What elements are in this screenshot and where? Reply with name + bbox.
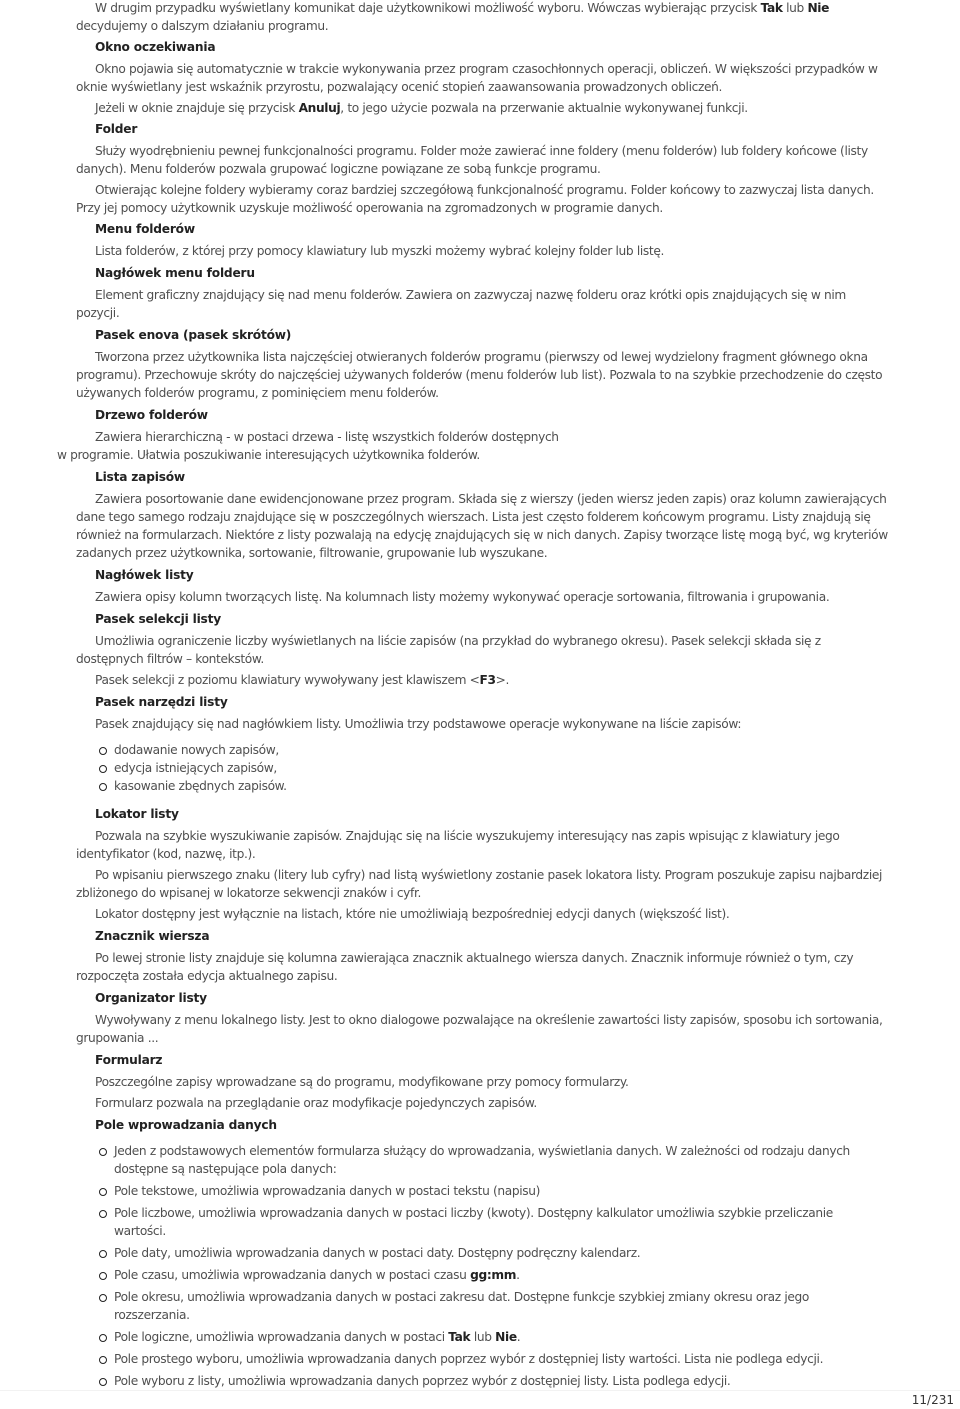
folder-paragraph-2: Otwierając kolejne foldery wybieramy coraz bardziej szczegółową funkcjonalność programu. Folder końcowy to zazwyczaj lista danych. Przy jej pomocy użytkownik uzyskuje możliwość operowania na zgromadzonych w programie danych. — [76, 183, 874, 215]
naglowek-listy-paragraph: Zawiera opisy kolumn tworzących listę. Na kolumnach listy możemy wykonywać operacje sortowania, filtrowania i grupowania. — [95, 590, 830, 604]
heading-naglowek-menu-folderu: Nagłówek menu folderu — [95, 266, 255, 280]
heading-drzewo-folderow: Drzewo folderów — [95, 408, 208, 422]
pasek-selekcji-paragraph-2: Pasek selekcji z poziomu klawiatury wywoływany jest klawiszem <F3>. — [95, 673, 510, 687]
footer-divider — [0, 1390, 960, 1391]
heading-znacznik-wiersza: Znacznik wiersza — [95, 929, 210, 943]
list-item: dodawanie nowych zapisów, — [76, 741, 888, 759]
naglowek-menu-paragraph: Element graficzny znajdujący się nad menu folderów. Zawiera on zazwyczaj nazwę folderu oraz krótki opis znajdujących się w nim pozycji. — [76, 288, 846, 320]
heading-folder: Folder — [95, 122, 138, 136]
list-item: Pole prostego wyboru, umożliwia wprowadzania danych poprzez wybór z dostępniej listy wartości. Lista nie podlega edycji. — [76, 1350, 888, 1368]
list-item: Pole daty, umożliwia wprowadzania danych w postaci daty. Dostępny podręczny kalendarz. — [76, 1244, 888, 1262]
list-item: Pole czasu, umożliwia wprowadzania danych w postaci czasu gg:mm. — [76, 1266, 888, 1284]
list-item: edycja istniejących zapisów, — [76, 759, 888, 777]
heading-formularz: Formularz — [95, 1053, 163, 1067]
list-item: Jeden z podstawowych elementów formularza służący do wprowadzania, wyświetlania danych. W zależności od rodzaju danych dostępne są następujące pola danych: — [76, 1142, 888, 1178]
organizator-paragraph: Wywoływany z menu lokalnego listy. Jest to okno dialogowe pozwalające na określenie zawartości listy zapisów, sposobu ich sortowania, grupowania ... — [76, 1013, 883, 1045]
page-number: 11/231 — [911, 1393, 954, 1407]
okno-paragraph-2: Jeżeli w oknie znajduje się przycisk Anuluj, to jego użycie pozwala na przerwanie aktualnie wykonywanej funkcji. — [95, 101, 748, 115]
heading-pasek-enova: Pasek enova (pasek skrótów) — [95, 328, 292, 342]
field-types-list — [76, 1142, 888, 1390]
heading-menu-folderow: Menu folderów — [95, 222, 195, 236]
formularz-paragraph-1: Poszczególne zapisy wprowadzane są do programu, modyfikowane przy pomocy formularzy. — [95, 1075, 629, 1089]
pasek-enova-paragraph: Tworzona przez użytkownika lista najczęściej otwieranych folderów programu (pierwszy od lewej wydzielony fragment głównego okna programu). Przechowuje skróty do najczęściej używanych folderów (menu folderów lub list). Pozwala to na szybkie przechodzenie do często używanych folderów programu, z pominięciem menu folderów. — [76, 350, 883, 400]
lista-zapisow-paragraph: Zawiera posortowanie dane ewidencjonowane przez program. Składa się z wierszy (jeden wiersz jeden zapis) oraz kolumn zawierających dane tego samego rodzaju znajdujące się w poszczególnych wierszach. Lista jest często folderem końcowym programu. Listy znajdują się również na formularzach. Niektóre z listy pozwalają na edycję znajdujących się w nich danych. Zapisy tworzące listę mogą być, wg kryteriów zadanych przez użytkownika, sortowanie, filtrowanie, grupowanie lub wyszukane. — [76, 492, 888, 560]
heading-lista-zapisow: Lista zapisów — [95, 470, 185, 484]
folder-paragraph-1: Służy wyodrębnieniu pewnej funkcjonalności programu. Folder może zawierać inne foldery (menu folderów) lub foldery końcowe (listy danych). Menu folderów pozwala grupować logiczne powiązane ze sobą funkcje programu. — [76, 144, 868, 176]
list-item: Pole okresu, umożliwia wprowadzania danych w postaci zakresu dat. Dostępne funkcje szybkiej zmiany okresu oraz jego rozszerzania. — [76, 1288, 888, 1324]
heading-lokator-listy: Lokator listy — [95, 807, 179, 821]
list-item: kasowanie zbędnych zapisów. — [76, 777, 888, 795]
document-body — [57, 0, 888, 1400]
lokator-paragraph-3: Lokator dostępny jest wyłącznie na listach, które nie umożliwiają bezpośredniej edycji danych (większość list). — [95, 907, 730, 921]
toolbar-operations-list — [76, 741, 888, 795]
menu-folderow-paragraph: Lista folderów, z której przy pomocy klawiatury lub myszki możemy wybrać kolejny folder lub listę. — [95, 244, 664, 258]
list-item: Pole tekstowe, umożliwia wprowadzania danych w postaci tekstu (napisu) — [76, 1182, 888, 1200]
list-item: Pole logiczne, umożliwia wprowadzania danych w postaci Tak lub Nie. — [76, 1328, 888, 1346]
heading-naglowek-listy: Nagłówek listy — [95, 568, 194, 582]
pasek-selekcji-paragraph-1: Umożliwia ograniczenie liczby wyświetlanych na liście zapisów (na przykład do wybranego okresu). Pasek selekcji składa się z dostępnych filtrów – kontekstów. — [76, 634, 821, 666]
heading-pole-wprowadzania: Pole wprowadzania danych — [95, 1118, 277, 1132]
pasek-narzedzi-paragraph: Pasek znajdujący się nad nagłówkiem listy. Umożliwia trzy podstawowe operacje wykonywane na liście zapisów: — [95, 717, 742, 731]
heading-organizator-listy: Organizator listy — [95, 991, 207, 1005]
heading-pasek-selekcji: Pasek selekcji listy — [95, 612, 221, 626]
lokator-paragraph-2: Po wpisaniu pierwszego znaku (litery lub cyfry) nad listą wyświetlony zostanie pasek lokatora listy. Program poszukuje zapisu najbardziej zbliżonego do wpisanej w lokatorze sekwencji znaków i cyfr. — [76, 868, 883, 900]
list-item: Pole liczbowe, umożliwia wprowadzania danych w postaci liczby (kwoty). Dostępny kalkulator umożliwia szybkie przeliczanie wartości. — [76, 1204, 888, 1240]
lokator-paragraph-1: Pozwala na szybkie wyszukiwanie zapisów. Znajdując się na liście wyszukujemy interesujący nas zapis wpisując z klawiatury jego identyfikator (kod, nazwę, itp.). — [76, 829, 840, 861]
intro-paragraph: W drugim przypadku wyświetlany komunikat daje użytkownikowi możliwość wyboru. Wówczas wybierając przycisk Tak lub Nie decydujemy o dalszym działaniu programu. — [76, 1, 830, 33]
znacznik-paragraph: Po lewej stronie listy znajduje się kolumna zawierająca znacznik aktualnego wiersza danych. Znacznik informuje również o tym, czy rozpoczęta została edycja aktualnego zapisu. — [76, 951, 854, 983]
heading-pasek-narzedzi: Pasek narzędzi listy — [95, 695, 228, 709]
list-item: Pole wyboru z listy, umożliwia wprowadzania danych poprzez wybór z dostępniej listy. Lista podlega edycji. — [76, 1372, 888, 1390]
okno-paragraph-1: Okno pojawia się automatycznie w trakcie wykonywania przez program czasochłonnych operacji, obliczeń. W większości przypadków w oknie wyświetlany jest wskaźnik przyrostu, pozwalający ocenić stopień zaawansowania prowadzonych obliczeń. — [76, 62, 878, 94]
formularz-paragraph-2: Formularz pozwala na przeglądanie oraz modyfikacje pojedynczych zapisów. — [95, 1096, 537, 1110]
drzewo-paragraph: Zawiera hierarchiczną - w postaci drzewa - listę wszystkich folderów dostępnych w programie. Ułatwia poszukiwanie interesujących użytkownika folderów. — [57, 430, 559, 462]
heading-okno-oczekiwania: Okno oczekiwania — [95, 40, 216, 54]
